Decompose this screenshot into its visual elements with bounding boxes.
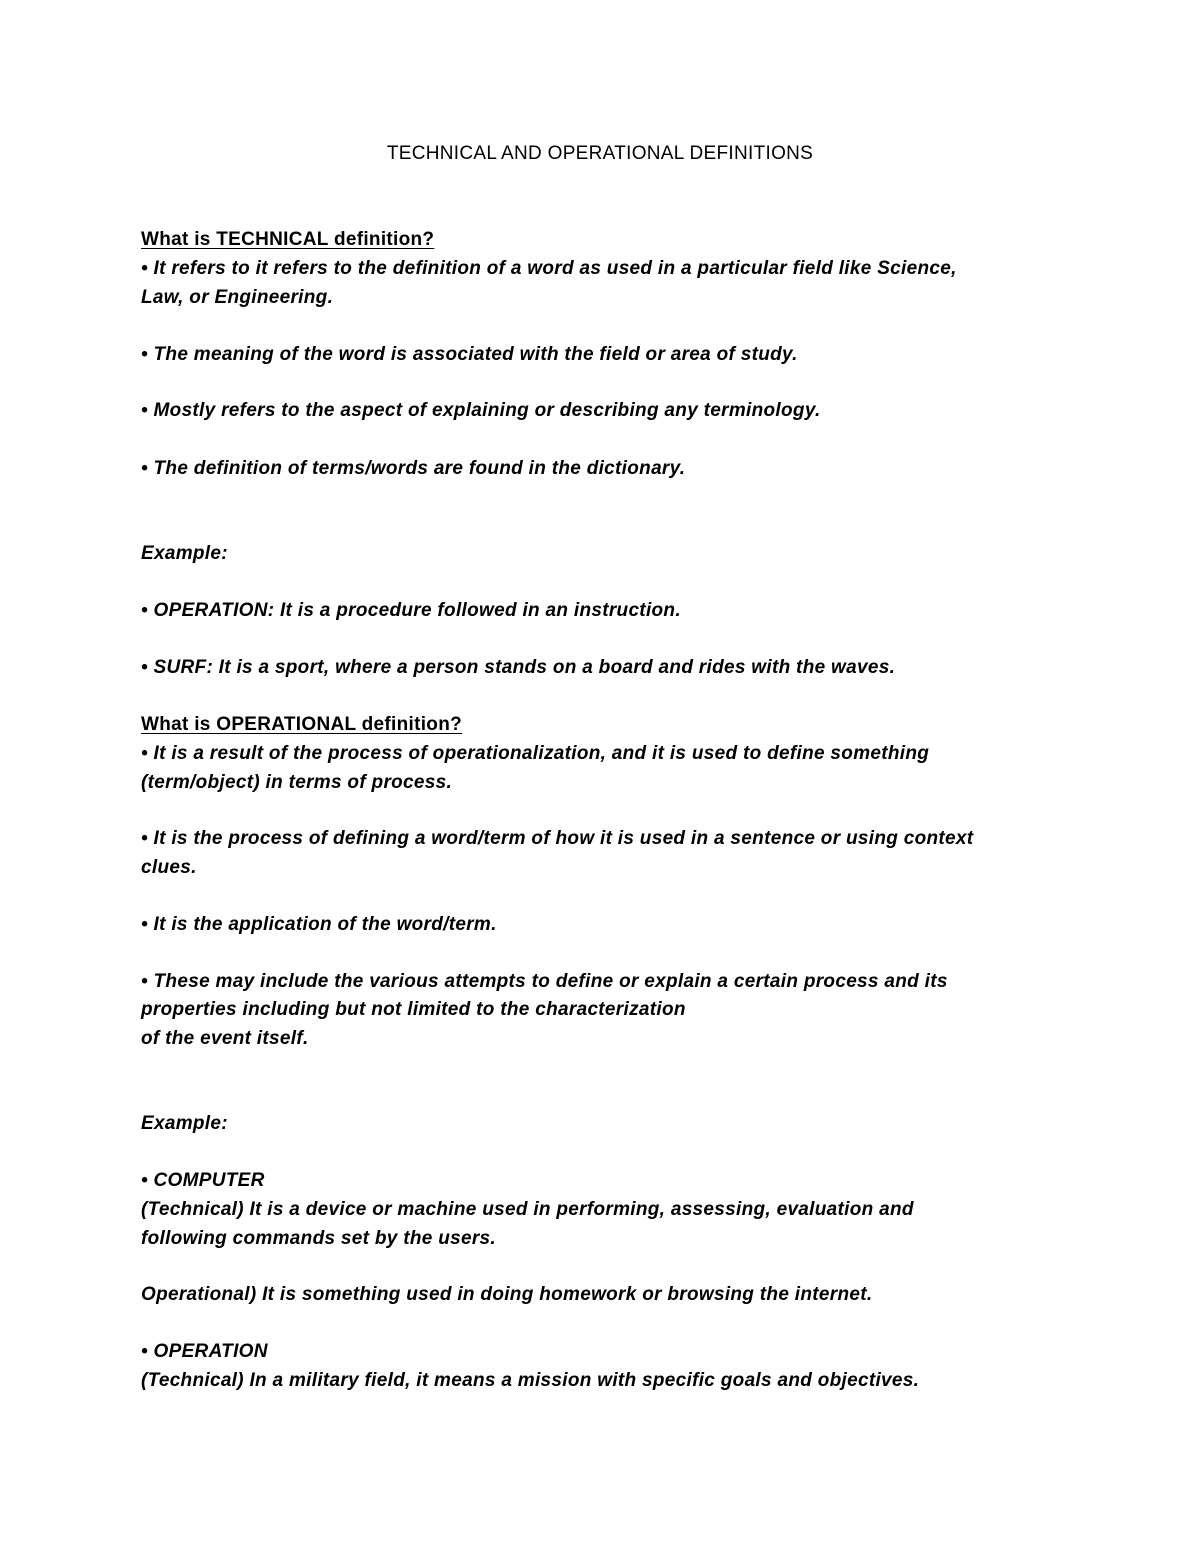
- technical-bullet-1-line-1: • It refers to it refers to the definition of a word as used in a particular field like Science,: [141, 258, 957, 279]
- operational-bullet-1-line-1: • It is a result of the process of operationalization, and it is used to define something: [141, 743, 930, 764]
- operational-bullet-4-line-2: properties including but not limited to the characterization: [141, 999, 686, 1020]
- operation-technical: (Technical) In a military field, it means a mission with specific goals and objectives.: [141, 1370, 920, 1391]
- operational-bullet-4-line-3: of the event itself.: [141, 1028, 309, 1049]
- operational-bullet-1-line-2: (term/object) in terms of process.: [141, 772, 453, 793]
- technical-example-2: • SURF: It is a sport, where a person stands on a board and rides with the waves.: [141, 657, 896, 678]
- technical-example-label: Example:: [141, 543, 228, 564]
- operational-bullet-2-line-2: clues.: [141, 857, 197, 878]
- operational-bullet-3: • It is the application of the word/term.: [141, 914, 497, 935]
- operational-example-label: Example:: [141, 1113, 228, 1134]
- technical-bullet-1-line-2: Law, or Engineering.: [141, 287, 334, 308]
- page-title: TECHNICAL AND OPERATIONAL DEFINITIONS: [386, 143, 814, 164]
- technical-bullet-3: • Mostly refers to the aspect of explaining or describing any terminology.: [141, 400, 821, 421]
- operational-bullet-4-line-1: • These may include the various attempts to define or explain a certain process and its: [141, 971, 948, 992]
- technical-heading: What is TECHNICAL definition?: [141, 229, 435, 250]
- technical-example-1: • OPERATION: It is a procedure followed in an instruction.: [141, 600, 681, 621]
- computer-technical-line-2: following commands set by the users.: [141, 1228, 496, 1249]
- operational-bullet-2-line-1: • It is the process of defining a word/term of how it is used in a sentence or using context: [141, 828, 974, 849]
- operational-heading: What is OPERATIONAL definition?: [141, 714, 463, 735]
- technical-bullet-4: • The definition of terms/words are found in the dictionary.: [141, 458, 686, 479]
- operation-label: • OPERATION: [141, 1341, 268, 1362]
- computer-technical-line-1: (Technical) It is a device or machine used in performing, assessing, evaluation and: [141, 1199, 914, 1220]
- computer-label: • COMPUTER: [141, 1170, 265, 1191]
- technical-bullet-2: • The meaning of the word is associated with the field or area of study.: [141, 344, 798, 365]
- computer-operational: Operational) It is something used in doing homework or browsing the internet.: [141, 1284, 873, 1305]
